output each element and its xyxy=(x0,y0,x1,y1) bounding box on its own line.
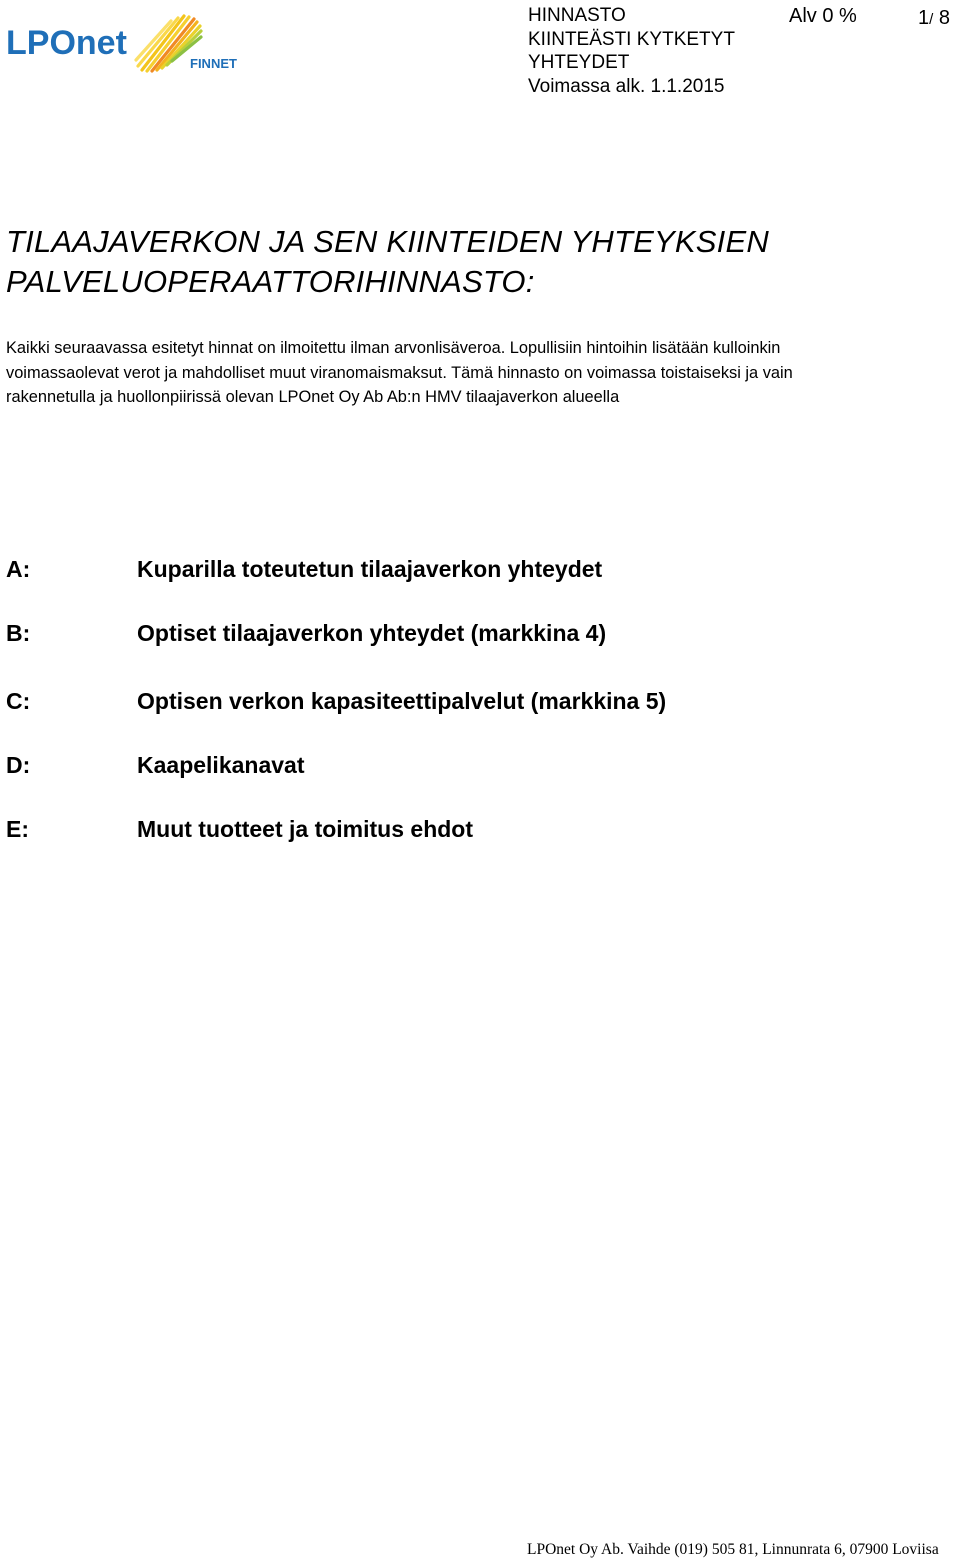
logo-sub-text: FINNET xyxy=(190,56,237,71)
header-line-2: KIINTEÄSTI KYTKETYT xyxy=(528,28,735,50)
section-letter: A: xyxy=(6,556,31,582)
section-letter: C: xyxy=(6,688,31,714)
page-total: 8 xyxy=(938,7,950,29)
title-line-2: PALVELUOPERAATTORIHINNASTO: xyxy=(6,264,535,299)
section-letter: D: xyxy=(6,752,31,778)
section-letter: B: xyxy=(6,620,31,646)
intro-line-3: rakennetulla ja huollonpiirissä olevan LPOnet Oy Ab Ab:n HMV tilaajaverkon alueella xyxy=(6,388,620,406)
page-footer: LPOnet Oy Ab. Vaihde (019) 505 81, Linnunrata 6, 07900 Loviisa xyxy=(527,1541,939,1558)
intro-line-1: Kaikki seuraavassa esitetyt hinnat on ilmoitettu ilman arvonlisäveroa. Lopullisiin hintoihin lisätään kulloinkin xyxy=(6,339,781,357)
section-name: Kuparilla toteutetun tilaajaverkon yhteydet xyxy=(137,556,603,582)
lponet-finnet-logo-graphic xyxy=(6,8,242,74)
section-letter: E: xyxy=(6,816,29,842)
page-current: 1 xyxy=(918,7,930,29)
header-line-4: Voimassa alk. 1.1.2015 xyxy=(528,75,725,97)
section-name: Kaapelikanavat xyxy=(137,752,305,778)
logo-brand-text: LPOnet xyxy=(6,24,127,62)
company-logo xyxy=(6,8,242,74)
intro-paragraph xyxy=(6,336,946,410)
document-header xyxy=(528,4,735,98)
page-number xyxy=(918,6,950,32)
title-line-1: TILAAJAVERKON JA SEN KIINTEIDEN YHTEYKSIEN xyxy=(6,224,769,259)
page-separator: / xyxy=(929,11,934,28)
header-line-1: HINNASTO xyxy=(528,5,626,26)
vat-label: Alv 0 % xyxy=(789,5,857,27)
section-name: Optiset tilaajaverkon yhteydet (markkina 4) xyxy=(137,620,607,646)
document-title xyxy=(6,222,769,302)
section-name: Muut tuotteet ja toimitus ehdot xyxy=(137,816,474,842)
section-name: Optisen verkon kapasiteettipalvelut (markkina 5) xyxy=(137,688,667,714)
intro-line-2: voimassaolevat verot ja mahdolliset muut viranomaismaksut. Tämä hinnasto on voimassa toistaiseksi ja vain xyxy=(6,363,793,382)
header-line-3: YHTEYDET xyxy=(528,52,630,73)
